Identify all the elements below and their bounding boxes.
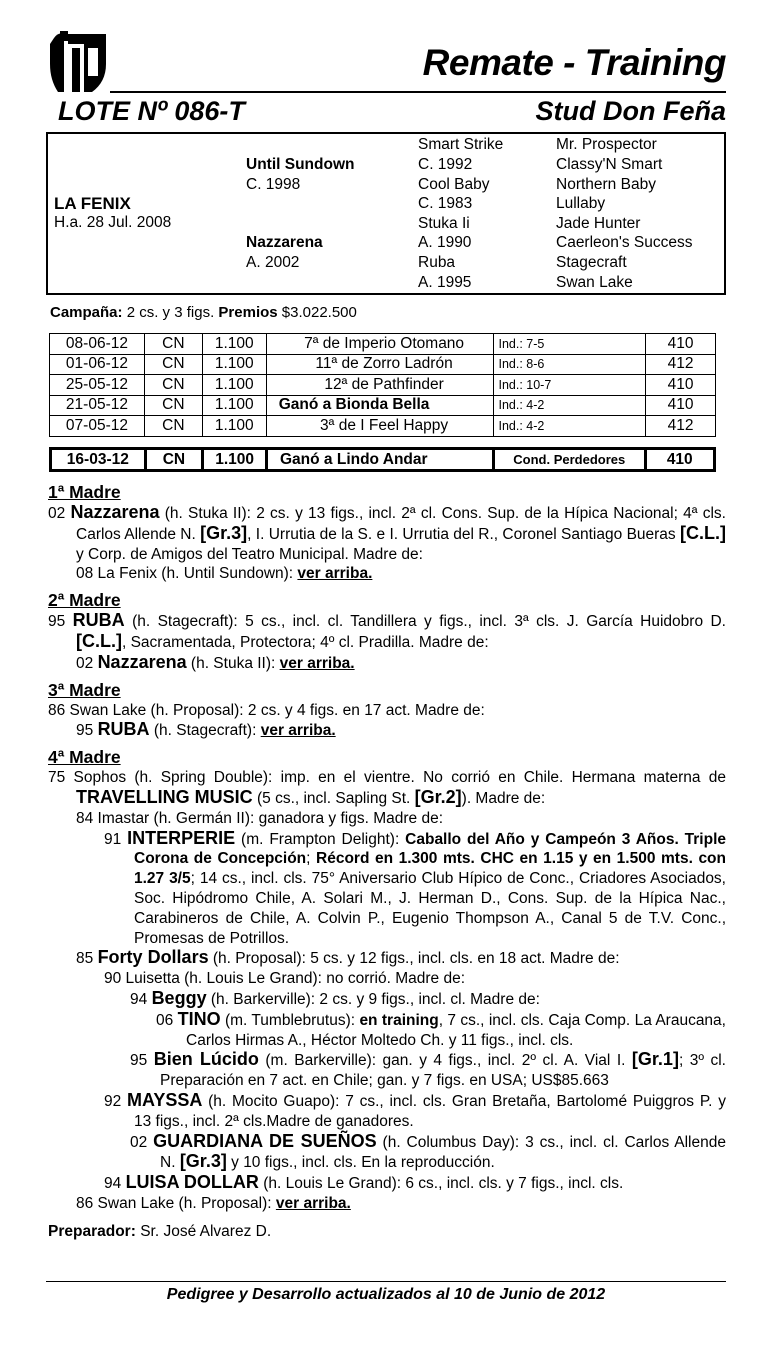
last-race-table [49, 447, 716, 472]
section-heading: 2ª Madre [48, 590, 121, 611]
section-heading: 1ª Madre [48, 482, 121, 502]
lot-number: LOTE Nº 086-T [58, 96, 245, 126]
lot-logo-icon [48, 30, 108, 92]
prizes-value: $3.022.500 [281, 304, 357, 321]
stud-name: Stud Don Feña [535, 96, 726, 126]
offspring-entry: 85 Forty Dollars (h. Proposal): 5 cs. y 12 figs., incl. cls. en 18 act. Madre de: [76, 947, 620, 968]
sire-name: Until Sundown [246, 156, 355, 173]
see-above-link[interactable]: ver arriba. [275, 1194, 351, 1212]
race-weight: 410 [646, 395, 716, 416]
gen3-info: A. 1990 [418, 234, 472, 251]
race-result: 7ª de Imperio Otomano [266, 334, 494, 355]
race-track: CN [144, 375, 202, 396]
trainer-line [48, 1222, 726, 1242]
offspring-entry: 08 La Fenix (h. Until Sundown): ver arriba. [76, 565, 373, 583]
race-date: 21-05-12 [50, 395, 145, 416]
gen3-info: A. 1995 [418, 274, 472, 291]
offspring-entry: 95 RUBA (h. Stagecraft): ver arriba. [76, 719, 336, 740]
see-above-link[interactable]: ver arriba. [297, 565, 373, 583]
horse-info: H.a. 28 Jul. 2008 [54, 214, 172, 231]
gen4-name: Lullaby [556, 195, 606, 212]
race-result: 11ª de Zorro Ladrón [266, 354, 494, 375]
campaign-label: Campaña: [50, 304, 123, 321]
race-weight: 410 [646, 334, 716, 355]
footer-divider [46, 1281, 726, 1282]
header-divider [110, 91, 726, 93]
offspring-entry: 84 Imastar (h. Germán II): ganadora y figs. Madre de: [76, 809, 443, 827]
prizes-label: Premios [218, 304, 278, 321]
race-result: 3ª de I Feel Happy [266, 416, 494, 437]
race-distance: 1.100 [202, 334, 266, 355]
dam-entry: 95 RUBA (h. Stagecraft): 5 cs., incl. cl. Tandillera y figs., incl. 3ª cls. J. García Huidobro D. [C.L.], Sacramentada, Protectora; 4º cl. Pradilla. Madre de: [48, 610, 726, 651]
offspring-entry: 86 Swan Lake (h. Proposal): ver arriba. [76, 1194, 351, 1212]
race-track: CN [145, 449, 203, 471]
offspring-entry: 95 Bien Lúcido (m. Barkerville): gan. y 4 figs., incl. 2º cl. A. Vial I. [Gr.1]; 3º cl. Preparación en 7 act. en Chile; gan. y 7 figs. en USA; US$85.663 [130, 1049, 726, 1090]
section-heading: 4ª Madre [48, 747, 121, 768]
campaign-value: 2 cs. y 3 figs. [126, 304, 215, 321]
race-result: Ganó a Lindo Andar [267, 449, 494, 471]
offspring-entry: 06 TINO (m. Tumblebrutus): en training, 7 cs., incl. cls. Caja Comp. La Araucana, Carlos Hirmas A., Héctor Moltedo Ch. y 11 figs., incl. cls. [156, 1008, 726, 1049]
race-index: Ind.: 4-2 [494, 416, 646, 437]
trainer-label: Preparador: [48, 1222, 136, 1240]
horse-name: LA FENIX [54, 194, 131, 213]
offspring-entry: 90 Luisetta (h. Louis Le Grand): no corrió. Madre de: [104, 970, 466, 988]
race-distance: 1.100 [202, 354, 266, 375]
race-condition: Cond. Perdedores [494, 449, 646, 471]
race-index: Ind.: 7-5 [494, 334, 646, 355]
gen3-info: C. 1983 [418, 195, 473, 212]
table-row [50, 375, 716, 396]
gen3-name: Smart Strike [418, 136, 504, 153]
gen4-name: Jade Hunter [556, 215, 641, 232]
gen3-name: Ruba [418, 254, 456, 271]
table-row [50, 334, 716, 355]
race-result: Ganó a Bionda Bella [266, 395, 494, 416]
race-index: Ind.: 10-7 [494, 375, 646, 396]
race-distance: 1.100 [203, 449, 267, 471]
gen4-name: Caerleon's Success [556, 234, 693, 251]
offspring-entry: 91 INTERPERIE (m. Frampton Delight): Caballo del Año y Campeón 3 Años. Triple Corona de Concepción; Récord en 1.300 mts. CHC en 1.15 y en 1.500 mts. con 1.27 3/5; 14 cs., incl. cls. 75° Aniversario Club Hípico de Conc., Criadores Asociados, Soc. Hipódromo Chile, A. Solari M., J. Herman D., Cons. Sup. de la Hípica Nac., Carabineros de Chile, A. Colvin P., Eugenio Thompson A., Canal 5 de T.V. Conc., Promesas de Potrillos. [104, 827, 726, 947]
footer-note: Pedigree y Desarrollo actualizados al 10 de Junio de 2012 [166, 1286, 606, 1303]
page-title: Remate - Training [422, 42, 726, 83]
race-history-table [49, 333, 716, 437]
offspring-entry: 02 Nazzarena (h. Stuka II): ver arriba. [76, 651, 355, 672]
campaign-summary [50, 304, 357, 321]
gen3-name: Cool Baby [418, 176, 490, 193]
dam-info: A. 2002 [246, 254, 300, 271]
dam-entry: 86 Swan Lake (h. Proposal): 2 cs. y 4 figs. en 17 act. Madre de: [48, 701, 485, 719]
section-heading: 3ª Madre [48, 679, 121, 700]
race-index: Ind.: 8-6 [494, 354, 646, 375]
offspring-entry: 02 GUARDIANA DE SUEÑOS (h. Columbus Day): 3 cs., incl. cl. Carlos Allende N. [Gr.3] y 10 figs., incl. cls. En la reproducción. [130, 1130, 726, 1172]
race-track: CN [144, 416, 202, 437]
race-weight: 410 [645, 449, 714, 471]
dam-name: Nazzarena [246, 234, 323, 251]
race-date: 01-06-12 [50, 354, 145, 375]
offspring-entry: 92 MAYSSA (h. Mocito Guapo): 7 cs., incl. cls. Gran Bretaña, Bartolomé Puiggros P. y 13 figs., incl. 2ª cls.Madre de ganadores. [104, 1089, 726, 1130]
gen3-info: C. 1992 [418, 156, 473, 173]
offspring-entry: 94 Beggy (h. Barkerville): 2 cs. y 9 figs., incl. cl. Madre de: [130, 987, 540, 1008]
race-track: CN [144, 334, 202, 355]
gen4-name: Stagecraft [556, 254, 627, 271]
race-track: CN [144, 395, 202, 416]
see-above-link[interactable]: ver arriba. [260, 722, 336, 740]
race-result: 12ª de Pathfinder [266, 375, 494, 396]
gen3-name: Stuka Ii [418, 215, 470, 232]
dam-entry: 02 Nazzarena (h. Stuka II): 2 cs. y 13 figs., incl. 2ª cl. Cons. Sup. de la Hípica Nacional; 4ª cls. Carlos Allende N. [Gr.3], I. Urrutia de la S. e I. Urrutia del R., Coronel Santiago Bueras [C.L.] y Corp. de Amigos del Teatro Municipal. Madre de: [48, 502, 726, 563]
race-weight: 412 [646, 416, 716, 437]
gen4-name: Swan Lake [556, 274, 633, 291]
sire-info: C. 1998 [246, 176, 301, 193]
race-weight: 412 [646, 354, 716, 375]
race-date: 16-03-12 [51, 449, 146, 471]
table-row [50, 354, 716, 375]
race-distance: 1.100 [202, 416, 266, 437]
offspring-entry: 94 LUISA DOLLAR (h. Louis Le Grand): 6 cs., incl. cls. y 7 figs., incl. cls. [104, 1172, 624, 1193]
race-distance: 1.100 [202, 375, 266, 396]
race-index: Ind.: 4-2 [494, 395, 646, 416]
dam-entry: 75 Sophos (h. Spring Double): imp. en el vientre. No corrió en Chile. Hermana materna de TRAVELLING MUSIC (5 cs., incl. Sapling St. [Gr.2]). Madre de: [48, 769, 726, 807]
table-row [50, 416, 716, 437]
dam-line-text [48, 482, 726, 1242]
table-row [50, 395, 716, 416]
see-above-link[interactable]: ver arriba. [279, 654, 355, 672]
pedigree-box [46, 132, 726, 295]
race-date: 07-05-12 [50, 416, 145, 437]
gen4-name: Northern Baby [556, 176, 656, 193]
gen4-name: Mr. Prospector [556, 136, 657, 153]
table-row [51, 449, 715, 471]
race-distance: 1.100 [202, 395, 266, 416]
race-date: 25-05-12 [50, 375, 145, 396]
race-date: 08-06-12 [50, 334, 145, 355]
race-weight: 410 [646, 375, 716, 396]
gen4-name: Classy'N Smart [556, 156, 663, 173]
race-track: CN [144, 354, 202, 375]
trainer-value: Sr. José Alvarez D. [140, 1222, 272, 1240]
